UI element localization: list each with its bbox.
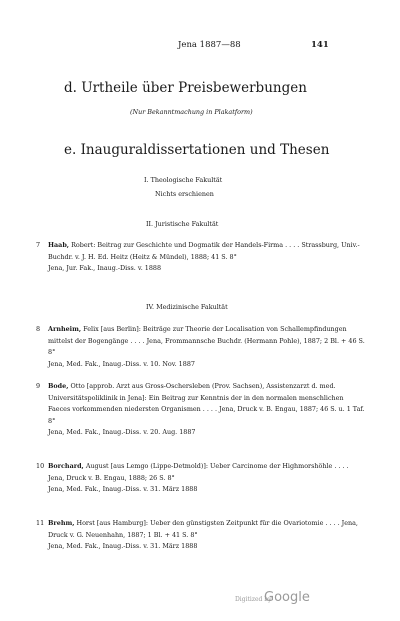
entry-author: Bode,	[48, 382, 69, 390]
entry-author: Borchard,	[48, 462, 84, 470]
entry-bibliographic-note: Jena, Med. Fak., Inaug.-Diss. v. 31. März 1888	[48, 542, 198, 550]
entry-text	[48, 240, 366, 263]
dissertation-entry	[36, 381, 366, 439]
page-number: 141	[311, 40, 329, 50]
dissertation-entry	[36, 461, 366, 496]
digitized-by-label: Digitized by	[235, 596, 272, 603]
entry-text	[48, 381, 366, 427]
entry-author: Brehm,	[48, 519, 75, 527]
entry-bibliographic-note: Jena, Med. Fak., Inaug.-Diss. v. 31. März 1888	[48, 485, 198, 493]
entry-citation: August [aus Lemgo (Lippe-Detmold)]: Ueber Carcinome der Highmorshöhle . . . . Jena, Druck v. B. Engau, 1888; 26 S. 8°	[48, 462, 349, 482]
section-e-title: e. Inauguraldissertationen und Thesen	[64, 142, 330, 158]
entry-text	[48, 461, 366, 484]
entry-number: 11	[36, 519, 45, 527]
entry-citation: Robert: Beitrag zur Geschichte und Dogmatik der Handels-Firma . . . . Strassburg, Univ.-Buchdr. v. J. H. Ed. Heitz (Heitz & Mündel), 1888; 41 S. 8°	[48, 241, 360, 261]
dissertation-entry	[36, 240, 366, 275]
entry-citation: Felix [aus Berlin]: Beiträge zur Theorie der Localisation von Schallempfindungen mittelst der Bogengänge . . . . Jena, Frommannsche Buchdr. (Hermann Pohle), 1887; 2 Bl. + 46 S. 8°	[48, 325, 365, 356]
entry-author: Arnheim,	[48, 325, 82, 333]
section-d-note: (Nur Bekanntmachung in Plakatform)	[130, 108, 253, 116]
entry-bibliographic-note: Jena, Med. Fak., Inaug.-Diss. v. 10. Nov. 1887	[48, 359, 195, 368]
dissertation-entry	[36, 324, 366, 370]
entry-text	[48, 324, 366, 359]
entry-number: 9	[36, 382, 41, 390]
dissertation-entry	[36, 518, 366, 553]
entry-author: Haab,	[48, 241, 70, 249]
entry-bibliographic-note: Jena, Med. Fak., Inaug.-Diss. v. 20. Aug. 1887	[48, 428, 196, 436]
google-watermark: Google	[264, 590, 310, 605]
entry-citation: Otto [approb. Arzt aus Gross-Oschersleben (Prov. Sachsen), Assistenzarzt d. med. Universitätspoliklinik in Jena]: Ein Beitrag zur Kenntnis der in den normalen menschlichen Faeces vorkommenden niedersten Organismen . . . . Jena, Druck v. B. Engau, 1887; 46 S. u. 1 Taf. 8°	[48, 382, 365, 425]
entry-citation: Horst [aus Hamburg]: Ueber den günstigsten Zeitpunkt für die Ovariotomie . . . . Jena, Druck v. G. Neuenhahn, 1887; 1 Bl. + 41 S. 8°	[48, 519, 358, 539]
entry-text	[48, 518, 366, 541]
entry-number: 8	[36, 325, 41, 333]
faculty-heading-law: II. Juristische Fakultät	[146, 220, 219, 228]
faculty-heading-medicine: IV. Medizinische Fakultät	[146, 303, 228, 311]
entry-number: 10	[36, 462, 45, 470]
entry-number: 7	[36, 241, 41, 249]
entry-bibliographic-note: Jena, Jur. Fak., Inaug.-Diss. v. 1888	[48, 264, 162, 272]
faculty-note-theology: Nichts erschienen	[155, 190, 214, 198]
section-d-title: d. Urtheile über Preisbewerbungen	[64, 80, 307, 96]
faculty-heading-theology: I. Theologische Fakultät	[144, 176, 223, 184]
running-head: Jena 1887—88	[178, 40, 241, 50]
